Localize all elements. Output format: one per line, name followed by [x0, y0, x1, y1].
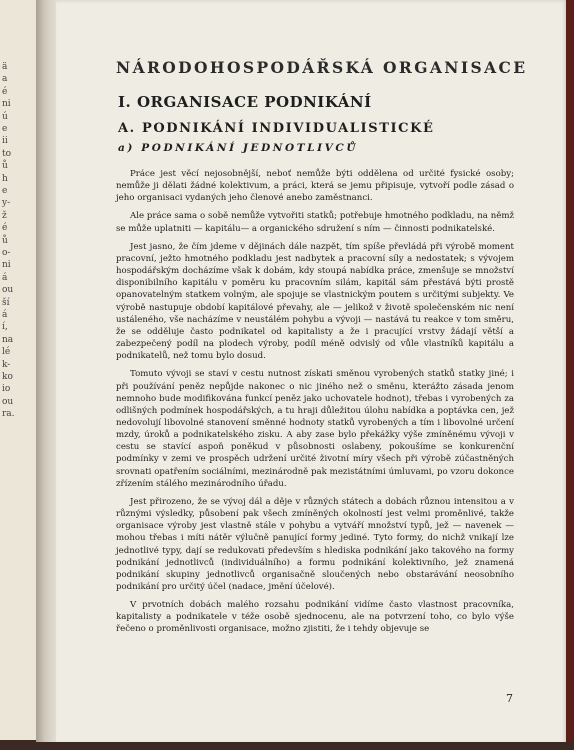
margin-fragment: ra. [2, 409, 15, 420]
margin-fragment: to [2, 148, 12, 159]
previous-page-edge [0, 0, 37, 740]
margin-fragment: ou [2, 285, 14, 296]
margin-fragment: ko [2, 372, 13, 382]
margin-fragment: o- [2, 248, 11, 258]
margin-fragment: ú [2, 111, 8, 122]
subsubsection-heading: a) PODNIKÁNÍ JEDNOTLIVCŮ [118, 142, 359, 154]
page-number: 7 [506, 692, 513, 705]
margin-fragment: e [2, 124, 8, 134]
margin-fragment: y- [2, 198, 11, 209]
margin-fragment: í, [2, 322, 8, 333]
margin-fragment: á [2, 310, 8, 320]
paragraph: Ale práce sama o sobě nemůže vytvořiti statků; potřebuje hmotného podkladu, na němž se může uplatniti — kapitálu— a organického sdružení s ním — činnosti podnikatelské. [116, 211, 514, 234]
margin-fragment: lé [2, 347, 11, 358]
paragraph: Jest přirozeno, že se vývoj dál a děje v různých státech a dobách různou intensitou a v různými výsledky, působení pak všech zmíněných okolností jest velmi proměnlivé, takže organisace výroby jest vlastně stále v pohybu a vytváří množství typů, jež — navenek — mohou třebas i míti nátěr výlučně panující formy jediné. Tyto formy, do nichž vnikají lze jednotlivé typy, dají se redukovati především s hlediska podnikání jako takového na formy podnikání jednotlivců (individuálního) a formu podnikání kolektivního, jež znamená podnikání skupiny jednotlivců organisačně sloučených nebo obstarávání neosobního podnikání pro určitý účel (nadace, jmění účelové). [116, 496, 514, 592]
margin-fragment: é [2, 223, 8, 234]
page-content [116, 58, 528, 642]
body-text [116, 168, 514, 636]
subsection-heading: A. PODNIKÁNÍ INDIVIDUALISTICKÉ [118, 121, 435, 136]
margin-fragment: e [2, 186, 8, 196]
margin-fragment: io [2, 384, 11, 395]
margin-fragment: ii [2, 136, 8, 147]
margin-fragment: ž [2, 210, 7, 221]
margin-fragment: á [2, 272, 8, 283]
margin-fragment: k- [2, 359, 11, 370]
paragraph: Jest jasno, že čím jdeme v dějinách dále nazpět, tím spíše převládá při výrobě moment pracovní, ježto hmotného podkladu jest nadbytek a pracovní síly a nedostatek; s vývojem hospodářským docházíme však k dobám, kdy stoupá nabídka práce, zmenšuje se množství disponibilního kapitálu v poměru ku pracovním silám, kapitál sám přestává býti prostě opanovatelným statkem volným, ale spojuje se vlastnickým poutem s určitými subjekty. Ve výrobě nastupuje období kapitálové převahy, ale — jelikož v životě společenském nic není ustáleného, vše nacházíme v neustálém pohybu a vývoji — nastává tu reakce v tom směru, že se odděluje často podnikatel od kapitalisty a že i pracující vrstvy žádají větší a zabezpečený podíl na plodech výroby, podíl méně odvislý od vůle vlastníků kapitálu a podnikatelů, než tomu bylo dosud. [116, 241, 514, 362]
margin-fragment: ů [2, 161, 8, 172]
margin-fragment: ni [2, 99, 11, 110]
margin-fragment: ů [2, 235, 8, 246]
margin-fragment: h [2, 173, 8, 184]
margin-fragment: na [2, 334, 14, 345]
book-gutter [36, 0, 58, 742]
page [56, 0, 568, 744]
paragraph: V prvotních dobách malého rozsahu podnikání vidíme často vlastnost pracovníka, kapitalisty a podnikatele v téže osobě sjednocenu, ale na potvrzení toho, co bylo výše řečeno o proměnlivosti organisace, možno zjistiti, že i tehdy objevuje se [116, 600, 514, 635]
margin-fragment: ou [2, 396, 14, 407]
page-title: NÁRODOHOSPODÁŘSKÁ ORGANISACE [116, 58, 528, 77]
book-cover-edge [566, 0, 574, 750]
margin-fragment: ä [2, 62, 8, 72]
section-heading: I. ORGANISACE PODNIKÁNÍ [118, 93, 372, 111]
background-edge [0, 742, 574, 750]
margin-fragment: ší [2, 297, 10, 308]
paragraph: Práce jest věcí nejosobnější, neboť nemůže býti oddělena od určité fysické osoby; nemůže ji dělati žádné kolektivum, a práci, která se jemu připisuje, vytvoří podle zásad o jeho organisaci vydaných jeho členové anebo zaměstnanci. [116, 169, 514, 204]
margin-fragment: a [2, 74, 8, 85]
paragraph: Tomuto vývoji se staví v cestu nutnost získati směnou vyrobených statků statky jiné; i při používání peněz nepůjde nakonec o nic jiného než o směnu, kterážto zásada jenom nemnoho bude modifikována funkcí peněz jako uchovatele hodnot), třebas i vyrobených za odlišných podmínek hospodářských, a tu hraji důležitou úlohu nabídka a poptávka cen, jež nedovolují libovolné stanovení směnné hodnoty statků vyrobených a tím i libovolné určení mzdy, úroků a podnikatelského zisku. A aby zase bylo překážky výše zmíněnému vývoji v cestu se stavící aspoň poněkud v působnosti oslabeny, pokoušíme se konkurenční podmínky v zemi ve prospěch udržení určité životní míry všech při výrobě zúčastněných srovnati opatřením sociálními, mezinárodně pak mezistátními úmluvami, po vzoru dokonce zřízením stálého mezinárodního úřadu. [116, 369, 514, 489]
margin-fragment: é [2, 86, 8, 97]
margin-fragment: ni [2, 260, 11, 271]
